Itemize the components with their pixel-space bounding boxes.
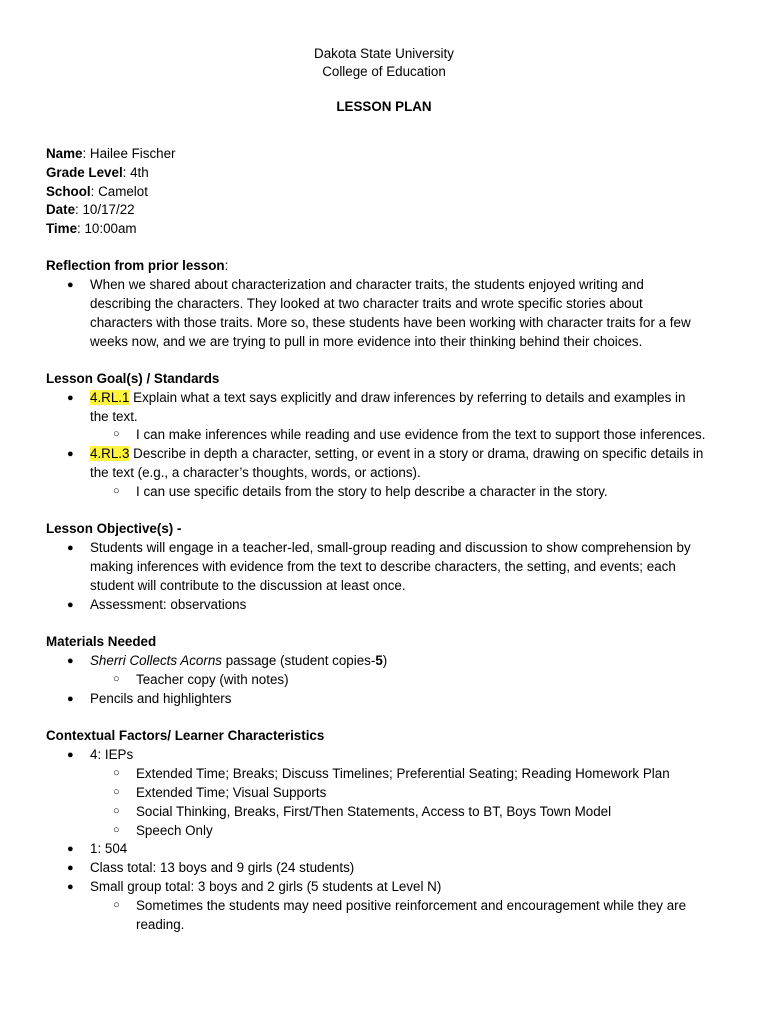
bullet-icon: ● bbox=[67, 693, 74, 705]
circle-bullet-icon: ○ bbox=[113, 786, 120, 798]
passage-count: 5 bbox=[375, 653, 383, 668]
goal-1-sub: I can make inferences while reading and use evidence from the text to support those inferences. bbox=[136, 427, 706, 442]
goal-2-sub: I can use specific details from the story to help describe a character in the story. bbox=[136, 484, 608, 499]
contextual-small-group: Small group total: 3 boys and 2 girls (5 students at Level N) bbox=[90, 879, 442, 894]
objective-assessment: Assessment: observations bbox=[90, 597, 247, 612]
reflection-heading-colon: : bbox=[224, 258, 229, 273]
iep-item: Extended Time; Visual Supports bbox=[136, 785, 327, 800]
circle-bullet-icon: ○ bbox=[113, 428, 120, 440]
goal-2-line bbox=[90, 446, 703, 461]
info-grade bbox=[46, 165, 149, 180]
reflection-line: describing the characters. They looked at two character traits and wrote specific stories about bbox=[90, 296, 643, 311]
school-value: : Camelot bbox=[90, 184, 148, 199]
passage-close: ) bbox=[382, 653, 388, 668]
bullet-icon: ● bbox=[67, 279, 74, 291]
time-value: : 10:00am bbox=[77, 221, 137, 236]
circle-bullet-icon: ○ bbox=[113, 805, 120, 817]
circle-bullet-icon: ○ bbox=[113, 824, 120, 836]
university-name: Dakota State University bbox=[314, 46, 454, 61]
bullet-icon: ● bbox=[67, 862, 74, 874]
circle-bullet-icon: ○ bbox=[113, 673, 120, 685]
info-time bbox=[46, 221, 137, 236]
grade-label: Grade Level bbox=[46, 165, 123, 180]
materials-heading: Materials Needed bbox=[46, 634, 157, 649]
reflection-heading bbox=[46, 258, 228, 273]
reflection-line: When we shared about characterization and character traits, the students enjoyed writing and bbox=[90, 277, 644, 292]
objective-line: Students will engage in a teacher-led, small-group reading and discussion to show comprehension by bbox=[90, 540, 691, 555]
material-teacher-copy: Teacher copy (with notes) bbox=[136, 672, 289, 687]
grade-value: : 4th bbox=[122, 165, 149, 180]
bullet-icon: ● bbox=[67, 749, 74, 761]
info-name bbox=[46, 146, 176, 161]
document-title: LESSON PLAN bbox=[336, 99, 432, 114]
goal-2-line: the text (e.g., a character’s thoughts, words, or actions). bbox=[90, 465, 421, 480]
goal-1-line bbox=[90, 390, 685, 405]
bullet-icon: ● bbox=[67, 392, 74, 404]
name-label: Name bbox=[46, 146, 83, 161]
info-school bbox=[46, 184, 148, 199]
reflection-line: weeks now, and we are trying to pull in more evidence into their thinking behind their choices. bbox=[90, 334, 643, 349]
circle-bullet-icon: ○ bbox=[113, 767, 120, 779]
material-passage bbox=[90, 653, 387, 668]
reflection-heading-text: Reflection from prior lesson bbox=[46, 258, 225, 273]
bullet-icon: ● bbox=[67, 599, 74, 611]
date-value: : 10/17/22 bbox=[75, 202, 135, 217]
school-label: School bbox=[46, 184, 91, 199]
goals-heading: Lesson Goal(s) / Standards bbox=[46, 371, 220, 386]
material-pencils: Pencils and highlighters bbox=[90, 691, 232, 706]
iep-item: Social Thinking, Breaks, First/Then Statements, Access to BT, Boys Town Model bbox=[136, 804, 612, 819]
contextual-class-total: Class total: 13 boys and 9 girls (24 students) bbox=[90, 860, 355, 875]
name-value: : Hailee Fischer bbox=[82, 146, 176, 161]
goal-2-code: 4.RL.3 bbox=[90, 446, 130, 461]
college-name: College of Education bbox=[322, 64, 446, 79]
objective-line: student will contribute to the discussion at least once. bbox=[90, 578, 406, 593]
passage-text: passage (student copies- bbox=[221, 653, 376, 668]
goal-1-line: the text. bbox=[90, 409, 138, 424]
bullet-icon: ● bbox=[67, 542, 74, 554]
time-label: Time bbox=[46, 221, 78, 236]
circle-bullet-icon: ○ bbox=[113, 485, 120, 497]
passage-title: Sherri Collects Acorns bbox=[90, 653, 222, 668]
objective-line: making inferences with evidence from the text to describe characters, the setting, and events; each bbox=[90, 559, 676, 574]
goal-1-code: 4.RL.1 bbox=[90, 390, 130, 405]
contextual-504: 1: 504 bbox=[90, 841, 128, 856]
bullet-icon: ● bbox=[67, 655, 74, 667]
bullet-icon: ● bbox=[67, 843, 74, 855]
objectives-heading: Lesson Objective(s) - bbox=[46, 521, 182, 536]
iep-item: Speech Only bbox=[136, 823, 213, 838]
bullet-icon: ● bbox=[67, 881, 74, 893]
date-label: Date bbox=[46, 202, 76, 217]
contextual-ieps: 4: IEPs bbox=[90, 747, 134, 762]
small-group-note: reading. bbox=[136, 917, 185, 932]
contextual-heading: Contextual Factors/ Learner Characteristics bbox=[46, 728, 325, 743]
bullet-icon: ● bbox=[67, 448, 74, 460]
iep-item: Extended Time; Breaks; Discuss Timelines; Preferential Seating; Reading Homework Plan bbox=[136, 766, 670, 781]
goal-1-text: Explain what a text says explicitly and draw inferences by referring to details and examples in bbox=[129, 390, 686, 405]
circle-bullet-icon: ○ bbox=[113, 899, 120, 911]
goal-2-text: Describe in depth a character, setting, or event in a story or drama, drawing on specific details in bbox=[129, 446, 704, 461]
info-date bbox=[46, 202, 135, 217]
reflection-line: characters with those traits. More so, these students have been working with character traits for a few bbox=[90, 315, 691, 330]
small-group-note: Sometimes the students may need positive reinforcement and encouragement while they are bbox=[136, 898, 687, 913]
